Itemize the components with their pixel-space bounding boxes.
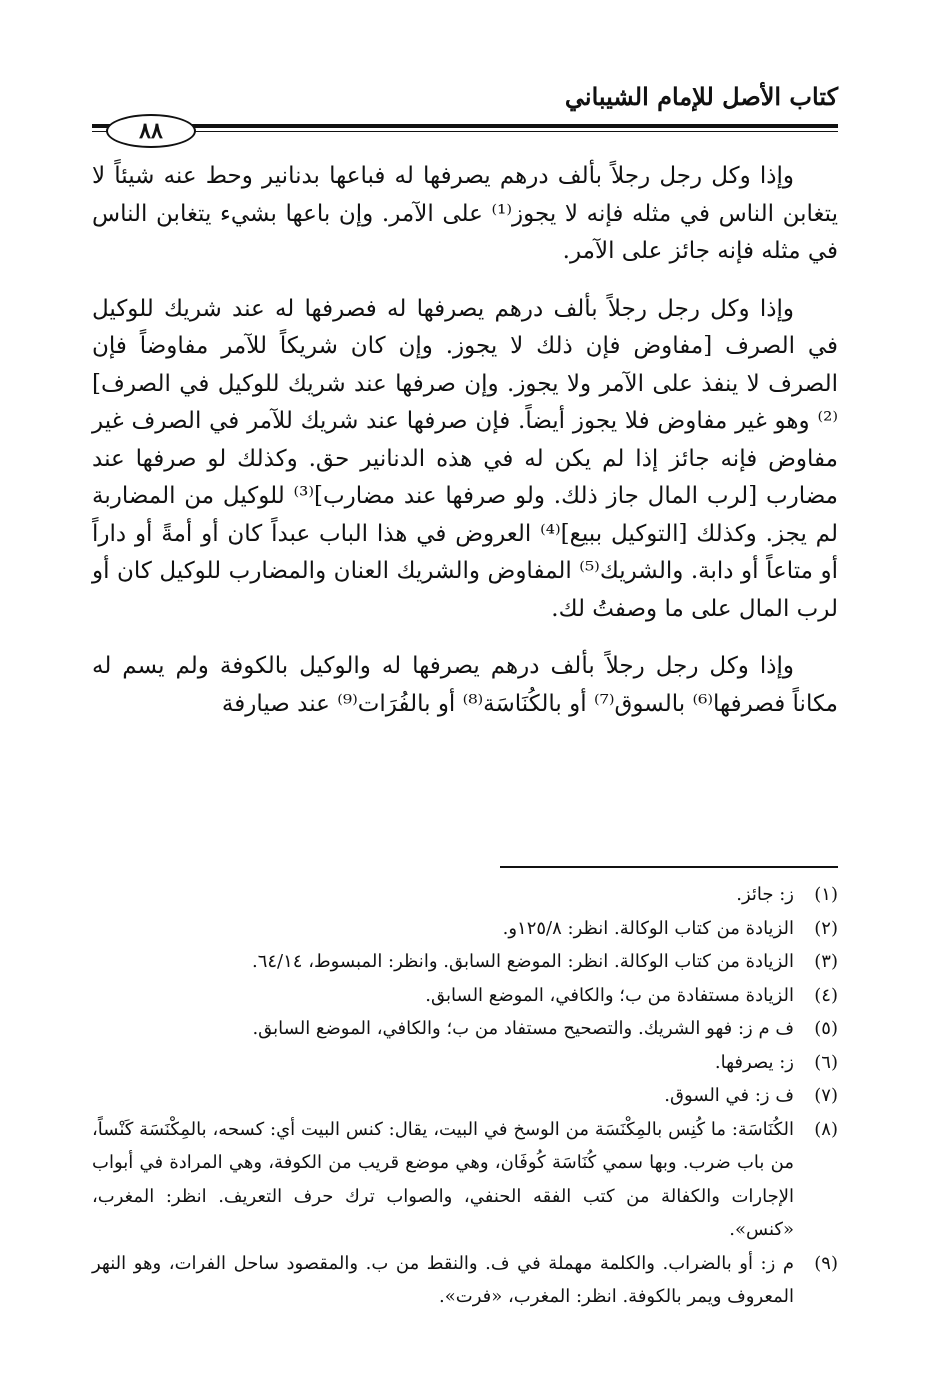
footnote-text: ز: جائز. [736,884,794,905]
footnote-number: (١) [814,884,838,905]
paragraph [92,648,838,723]
footnotes [92,878,838,1314]
main-text [92,158,838,743]
footnote [92,1113,838,1247]
footnote-number: (٧) [814,1085,838,1106]
footnote-number: (٣) [814,951,838,972]
footnote [92,878,838,912]
footnote [92,1079,838,1113]
header-rule [92,124,838,128]
footnote [92,945,838,979]
footnote-separator [500,866,838,868]
footnote-text: الزيادة من كتاب الوكالة. انظر: الموضع السابق. وانظر: المبسوط، ٦٤/١٤. [251,951,794,972]
footnote [92,979,838,1013]
page-number: ٨٨ [106,114,196,148]
footnote-text: ف ز: في السوق. [664,1085,794,1106]
paragraph [92,291,838,629]
footnote-number: (٨) [814,1118,838,1140]
footnote [92,1247,838,1314]
header-rule-thin [92,131,838,132]
footnote-number: (٦) [814,1051,838,1073]
footnote-number: (٩) [814,1252,838,1274]
paragraph-text: وإذا وكل رجل رجلاً بألف درهم يصرفها له فباعها بدنانير وحط عنه شيئاً لا يتغابن الناس في مثله فإنه لا يجوز⁽¹⁾ على الآمر. وإن باعها بشيء يتغابن الناس في مثله فإنه جائز على الآمر. [92,163,838,264]
page-header [92,72,838,152]
footnote-text: الكُنَاسَة: ما كُنِس بالمِكْنَسَة من الوسخ في البيت، يقال: كنس البيت أي: كسحه، بالمِكْنَسَة كَنْساً، من باب ضرب. وبها سمي كُنَاسَة كُوفَان، وهي موضع قريب من الكوفة، وهي المرادة في أبواب الإجارات والكفالة من كتب الفقه الحنفي، والصواب ترك حرف التعريف. انظر: المغرب، «كنس». [92,1118,794,1240]
paragraph-text: وإذا وكل رجل رجلاً بألف درهم يصرفها له فصرفها له عند شريك للوكيل في الصرف [مفاوض فإن ذلك لا يجوز. وإن كان شريكاً للآمر مفاوضاً فإن الصرف لا ينفذ على الآمر ولا يجوز. وإن صرفها عند شريك للوكيل في الصرف]⁽²⁾ وهو غير مفاوض فلا يجوز أيضاً. فإن صرفها عند شريك للآمر في الصرف غير مفاوض فإنه جائز إذا لم يكن له في هذه الدنانير حق. وكذلك لو صرفها عند مضارب [لرب المال جاز ذلك. ولو صرفها عند مضارب]⁽³⁾ للوكيل من المضاربة لم يجز. وكذلك [التوكيل ببيع]⁽⁴⁾ العروض في هذا الباب عبداً كان أو أمةً أو داراً أو متاعاً أو دابة. والشريك⁽⁵⁾ المفاوض والشريك العنان والمضارب للوكيل كان أو لرب المال على ما وصفتُ لك. [92,295,838,622]
footnote-number: (٥) [814,1018,838,1039]
footnote [92,1046,838,1080]
footnote-text: ف م ز: فهو الشريك. والتصحيح مستفاد من ب؛ والكافي، الموضع السابق. [252,1018,794,1039]
footnote-text: الزيادة من كتاب الوكالة. انظر: ١٢٥/٨و. [502,917,794,939]
footnote-text: ز: يصرفها. [714,1051,794,1073]
paragraph-text: وإذا وكل رجل رجلاً بألف درهم يصرفها له والوكيل بالكوفة ولم يسم له مكاناً فصرفها⁽⁶⁾ بالسوق⁽⁷⁾ أو بالكُنَاسَة⁽⁸⁾ أو بالفُرَات⁽⁹⁾ عند صيارفة [92,653,838,717]
footnote-number: (٢) [814,917,838,939]
footnote-text: الزيادة مستفادة من ب؛ والكافي، الموضع السابق. [425,984,794,1006]
footnote [92,912,838,946]
paragraph [92,158,838,271]
footnote-number: (٤) [814,984,838,1006]
footnote [92,1012,838,1046]
running-title: كتاب الأصل للإمام الشيباني [564,82,838,111]
footnote-text: م ز: أو بالضراب. والكلمة مهملة في ف. والنقط من ب. والمقصود ساحل الفرات، وهو النهر المعروف ويمر بالكوفة. انظر: المغرب، «فرت». [92,1252,794,1307]
